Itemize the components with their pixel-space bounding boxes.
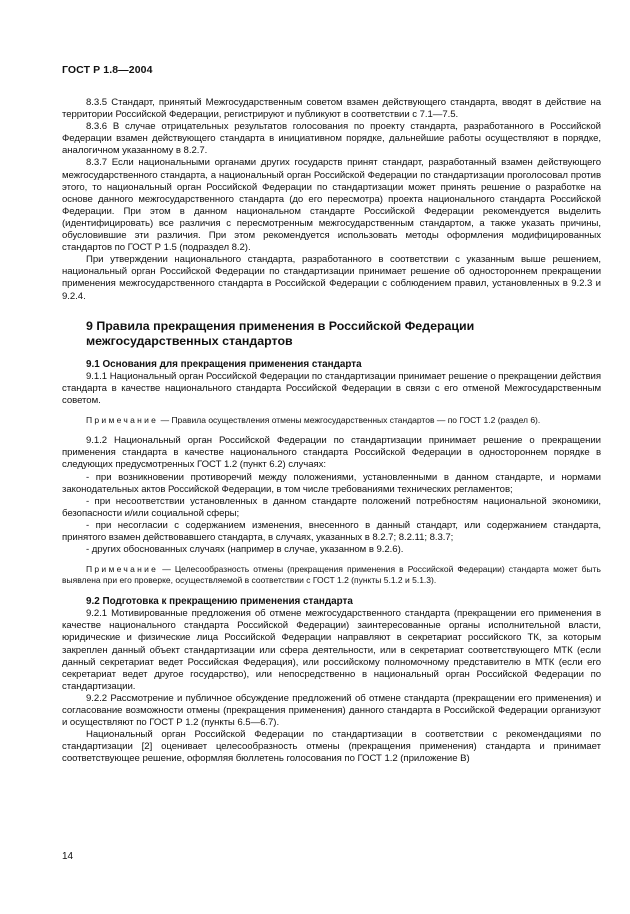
note-9-1-2 <box>62 564 601 586</box>
section-9-heading: 9 Правила прекращения применения в Российской Федерации межгосударственных стандартов <box>86 318 475 348</box>
paragraph-9-2-2-continued: Национальный орган Российской Федерации по стандартизации в соответствии с рекомендациями по стандартизации [2] оценивает целесообразность отмены (прекращения применения) стандарта и принимает соответствующее решение, оформляя бюллетень голосования по ГОСТ 1.2 (приложение В) <box>62 729 601 765</box>
note-label: Примечание <box>86 564 159 575</box>
document-body <box>62 97 601 765</box>
page-number: 14 <box>62 851 74 862</box>
paragraph-9-1-2: 9.1.2 Национальный орган Российской Федерации по стандартизации принимает решение о прекращении применения стандарта в качестве национального стандарта Российской Федерации в одностороннем порядке в следующих предусмотренных ГОСТ 1.2 (пункт 6.2) случаях: <box>62 435 601 471</box>
paragraph-8-3-6: 8.3.6 В случае отрицательных результатов голосования по проекту стандарта, разработанного в Российской Федерации взамен действующего стандарта в инициативном порядке, дальнейшие работы осуществляют в порядке, аналогичном указанному в 8.2.7. <box>62 121 601 157</box>
paragraph-9-2-2: 9.2.2 Рассмотрение и публичное обсуждение предложений об отмене стандарта (прекращении его применения) и согласование возможности отмены (прекращения применения) данного стандарта в Российской Федерации организуют и осуществляют по ГОСТ Р 1.2 (пункты 6.5—6.7). <box>62 692 601 729</box>
subsection-9-1-heading: 9.1 Основания для прекращения применения стандарта <box>86 359 362 370</box>
paragraph-8-3-5: 8.3.5 Стандарт, принятый Межгосударственным советом взамен действующего стандарта, вводят в действие на территории Российской Федерации, регистрируют и публикуют в соответствии с 7.1—7.5. <box>62 97 601 121</box>
list-item: - при возникновении противоречий между положениями, установленными в данном стандарте, и нормами законодательных актов Российской Федерации, в том числе требованиями технических регламентов; <box>62 471 601 495</box>
subsection-9-2-heading: 9.2 Подготовка к прекращению применения стандарта <box>86 596 353 608</box>
note-9-1-1 <box>62 415 601 426</box>
list-item: - при несоответствии установленных в данном стандарте положений потребностям национальной экономики, безопасности и/или социальной сферы; <box>62 495 601 519</box>
note-text: — Правила осуществления отмены межгосударственных стандартов — по ГОСТ 1.2 (раздел 6). <box>160 415 541 426</box>
paragraph-9-2-1: 9.2.1 Мотивированные предложения об отмене межгосударственного стандарта (прекращении его применения в качестве национального стандарта Российской Федерации) заинтересованные органы исполнительной власти, юридические и физические лица Российской Федерации направляют в секретариат российского ТК, за которым закреплен данный объект стандартизации или сфера деятельности, или в секретариат соответствующего МТК (если данный секретариат ведет Российская Федерация), или российскому полномочному представителю в МТК (если его секретариат ведет другое государство), или непосредственно в национальный орган Российской Федерации по стандартизации. <box>62 608 601 692</box>
note-text: — Целесообразность отмены (прекращения применения в Российской Федерации) стандарта может быть выявлена при его проверке, осуществляемой в соответствии с ГОСТ 1.2 (пункты 5.1.2 и 5.1.3). <box>62 564 601 586</box>
paragraph-8-3-7: 8.3.7 Если национальными органами других государств принят стандарт, разработанный взамен действующего межгосударственного стандарта, а национальный орган Российской Федерации по стандартизации проголосовал против этого, то национальный орган Российской Федерации по стандартизации может принять решение о разработке на основе данного межгосударственного стандарта (до его пересмотра) проекта национального стандарта Российской Федерации. При этом в данном национальном стандарте Российской Федерации рекомендуется выделить (идентифицировать) все различия с пересмотренным межгосударственным стандартом, а также указать причины, обусловившие эти различия. При этом рекомендуется использовать методы оформления модифицированных стандартов по ГОСТ Р 1.5 (подраздел 8.2). <box>62 157 601 254</box>
list-item: - при несогласии с содержанием изменения, внесенного в данный стандарт, или содержанием стандарта, принятого взамен действовавшего стандарта, в случаях, указанных в 8.2.7; 8.2.11; 8.3.7; <box>62 519 601 544</box>
paragraph-9-1-1: 9.1.1 Национальный орган Российской Федерации по стандартизации принимает решение о прекращении действия стандарта в качестве национального стандарта Российской Федерации в связи с его отменой Межгосударственным советом. <box>62 371 601 407</box>
page-header-standard-id: ГОСТ Р 1.8—2004 <box>62 64 153 76</box>
note-label: Примечание <box>86 415 159 426</box>
paragraph-8-3-7-continued: При утверждении национального стандарта, разработанного в соответствии с указанным выше решением, национальный орган Российской Федерации по стандартизации принимает решение об одностороннем прекращении применения межгосударственного стандарта в Российской Федерации с соблюдением правил, установленных в 9.2.3 и 9.2.4. <box>62 254 601 302</box>
list-item: - других обоснованных случаях (например в случае, указанном в 9.2.6). <box>86 544 404 556</box>
